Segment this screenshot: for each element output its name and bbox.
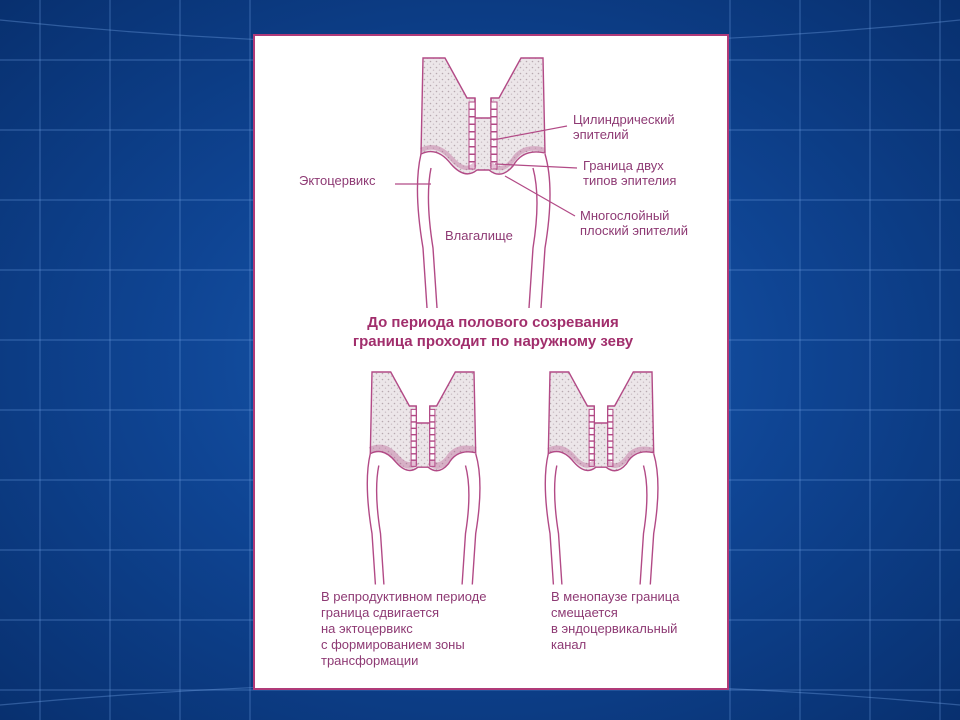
cervix-stroma [548, 372, 653, 471]
columnar-cell [608, 454, 613, 460]
columnar-cell [589, 409, 594, 415]
vaginal-wall-left-outer [417, 154, 427, 308]
leader-stratified [505, 176, 575, 216]
columnar-cell [491, 110, 497, 117]
diagram-reproductive [367, 372, 480, 585]
columnar-cell [608, 441, 613, 447]
columnar-cell [491, 132, 497, 139]
cervix-stroma [370, 372, 475, 471]
columnar-cell [589, 454, 594, 460]
vaginal-wall-right-outer [650, 454, 658, 585]
columnar-cell [608, 448, 613, 454]
diagram-title: До периода полового созревания граница проходит по наружному зеву [352, 314, 634, 350]
vaginal-wall-right-inner [640, 466, 647, 585]
columnar-cell [608, 429, 613, 435]
columnar-cell [411, 409, 416, 415]
columnar-cell [608, 422, 613, 428]
columnar-cell [589, 448, 594, 454]
columnar-cell [469, 117, 475, 124]
diagram-menopause [545, 372, 658, 585]
columnar-cell [430, 422, 435, 428]
columnar-cell [411, 454, 416, 460]
caption-reproductive: В репродуктивном периоде граница сдвигается на эктоцервикс с формированием зоны трансформации [321, 589, 487, 668]
columnar-cell [411, 448, 416, 454]
figure-card [253, 34, 729, 690]
columnar-cell [491, 140, 497, 147]
columnar-cell [469, 155, 475, 162]
columnar-cell [491, 117, 497, 124]
caption-menopause: В менопаузе граница смещается в эндоцервикальный канал [551, 589, 680, 652]
vaginal-wall-left-outer [545, 454, 553, 585]
columnar-cell [411, 416, 416, 422]
columnar-cell [491, 147, 497, 154]
columnar-cell [469, 140, 475, 147]
columnar-cell [411, 422, 416, 428]
vaginal-wall-left-outer [367, 454, 375, 585]
columnar-cell [469, 102, 475, 109]
columnar-cell [469, 147, 475, 154]
columnar-cell [491, 125, 497, 132]
columnar-cell [589, 435, 594, 441]
columnar-cell [430, 448, 435, 454]
columnar-cell [589, 429, 594, 435]
vaginal-wall-right-inner [462, 466, 469, 585]
label-stratified-squamous: Многослойный плоский эпителий [580, 208, 688, 238]
vaginal-wall-left-inner [377, 466, 384, 585]
columnar-cell [469, 110, 475, 117]
label-ectocervix: Эктоцервикс [299, 173, 376, 188]
columnar-cell [608, 416, 613, 422]
columnar-cell [430, 454, 435, 460]
columnar-cell [430, 409, 435, 415]
label-epithelium-boundary: Граница двух типов эпителия [583, 158, 677, 188]
columnar-cell [430, 441, 435, 447]
label-vagina: Влагалище [445, 228, 513, 243]
columnar-cell [430, 435, 435, 441]
columnar-cell [608, 409, 613, 415]
columnar-cell [589, 416, 594, 422]
columnar-cell [589, 422, 594, 428]
columnar-cell [589, 441, 594, 447]
columnar-cell [608, 435, 613, 441]
diagram-prepubertal [395, 58, 577, 308]
vaginal-wall-right-outer [541, 154, 550, 308]
columnar-cell [491, 155, 497, 162]
vaginal-wall-right-inner [529, 168, 537, 308]
label-columnar-epithelium: Цилиндрический эпителий [573, 112, 675, 142]
columnar-cell [411, 429, 416, 435]
columnar-cell [469, 125, 475, 132]
vaginal-wall-left-inner [428, 168, 437, 308]
columnar-cell [469, 132, 475, 139]
columnar-cell [430, 416, 435, 422]
columnar-cell [411, 441, 416, 447]
vaginal-wall-right-outer [472, 454, 480, 585]
columnar-cell [430, 429, 435, 435]
columnar-cell [411, 435, 416, 441]
columnar-cell [491, 102, 497, 109]
vaginal-wall-left-inner [555, 466, 562, 585]
cervix-stroma [421, 58, 545, 174]
